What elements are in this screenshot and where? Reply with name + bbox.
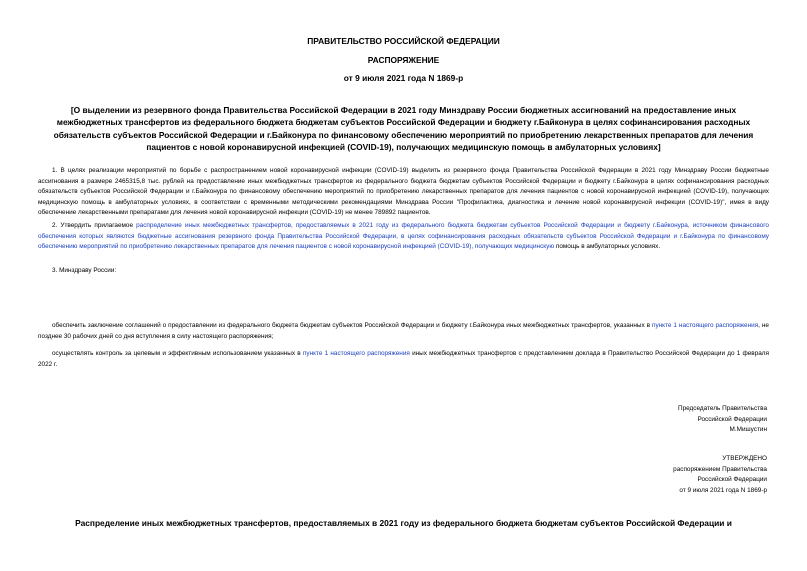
signature-position: Председатель Правительства <box>678 405 767 412</box>
paragraph-2-prefix: 2. Утвердить прилагаемое <box>52 222 137 229</box>
approval-line-4: от 9 июля 2021 года N 1869-р <box>679 486 767 494</box>
paragraph-4-suffix: , не позднее 30 рабочих дней со дня вступления в силу настоящего распоряжения; <box>38 322 769 340</box>
signature-country: Российской Федерации <box>697 415 767 423</box>
paragraph-1: 1. В целях реализации мероприятий по борьбе с распространением новой коронавирусной инфекции (COVID-19) выделить из резервного фонда Правительства Российской Федерации в 2021 году Минздраву России бюджетные ассигнования в размере 2465315,8 тыс. рублей на предоставление иных межбюджетных трансфертов из федерального бюджета бюджетам субъектов Российской Федерации и бюджету г.Байконура в целях софинансирования расходных обязательств субъектов Российской Федерации и г.Байконура по финансовому обеспечению мероприятий по приобретению лекарственных препаратов для лечения пациентов с новой коронавирусной инфекцией (COVID-19), получающих медицинскую помощь в амбулаторных условиях, в соответствии с временными методическими рекомендациями Минздрава России "Профилактика, диагностика и лечение новой коронавирусной инфекции (COVID-19)", имея в виду обеспечение лекарственными препаратами для лечения новой коронавирусной инфекции (COVID-19) не менее 789892 пациентов. <box>38 167 769 216</box>
annex-title: Распределение иных межбюджетных трансфертов, предоставляемых в 2021 году из федерального бюджета бюджетам субъектов Российской Федерации и <box>75 518 732 528</box>
approval-line-3: Российской Федерации <box>697 476 767 483</box>
paragraph-5 <box>38 349 769 370</box>
paragraph-3: 3. Минздраву России: <box>52 267 117 274</box>
approval-line-2: распоряжением Правительства <box>673 465 767 473</box>
paragraph-2 <box>38 221 769 253</box>
document-date-number: от 9 июля 2021 года N 1869-р <box>343 73 464 83</box>
document-type: РАСПОРЯЖЕНИЕ <box>367 55 440 65</box>
paragraph-4 <box>38 321 769 342</box>
paragraph-5-suffix: иных межбюджетных трансфертов с представлением доклада в Правительство Российской Федерации до 1 февраля 2022 г. <box>38 350 770 368</box>
paragraph-5-prefix: осуществлять контроль за целевым и эффективным использованием указанных в <box>52 350 303 357</box>
approval-title: УТВЕРЖДЕНО <box>722 455 767 462</box>
approval-block <box>673 454 767 496</box>
clause-1-link[interactable]: пункте 1 настоящего распоряжения <box>651 322 759 329</box>
paragraph-2-suffix: помощь в амбулаторных условиях. <box>554 243 661 250</box>
document-title: [О выделении из резервного фонда Правительства Российской Федерации в 2021 году Минздраву России бюджетных ассигнований на предоставление иных межбюджетных трансфертов из федерального бюджета бюджетам субъектов Российской Федерации и бюджету г.Байконура в целях софинансирования расходных обязательств субъектов Российской Федерации и г.Байконура по финансовому обеспечению мероприятий по приобретению лекарственных препаратов для лечения пациентов с новой коронавирусной инфекцией (COVID-19), получающих медицинскую помощь в амбулаторных условиях] <box>53 105 754 152</box>
paragraph-4-prefix: обеспечить заключение соглашений о предоставлении из федерального бюджета бюджетам субъектов Российской Федерации и бюджету г.Байконура иных межбюджетных трансфертов, указанных в <box>52 322 652 329</box>
government-heading: ПРАВИТЕЛЬСТВО РОССИЙСКОЙ ФЕДЕРАЦИИ <box>307 36 500 46</box>
distribution-link[interactable]: распределение иных межбюджетных трансфертов, предоставляемых в 2021 году из федерального бюджета бюджетам субъектов Российской Федерации и бюджету г.Байконура, источником финансового обеспечения которых являются бюджетные ассигнования резервного фонда Правительства Российской Федерации, в целях софинансирования расходных обязательств субъектов Российской Федерации и г.Байконура по финансовому обеспечению мероприятий по приобретению лекарственных препаратов для лечения пациентов с новой коронавирусной инфекцией (COVID-19), получающих медицинскую <box>38 222 769 250</box>
signature-block <box>678 404 767 436</box>
signature-name: М.Мишустин <box>729 426 767 433</box>
clause-1-link-2[interactable]: пункте 1 настоящего распоряжения <box>302 350 410 357</box>
